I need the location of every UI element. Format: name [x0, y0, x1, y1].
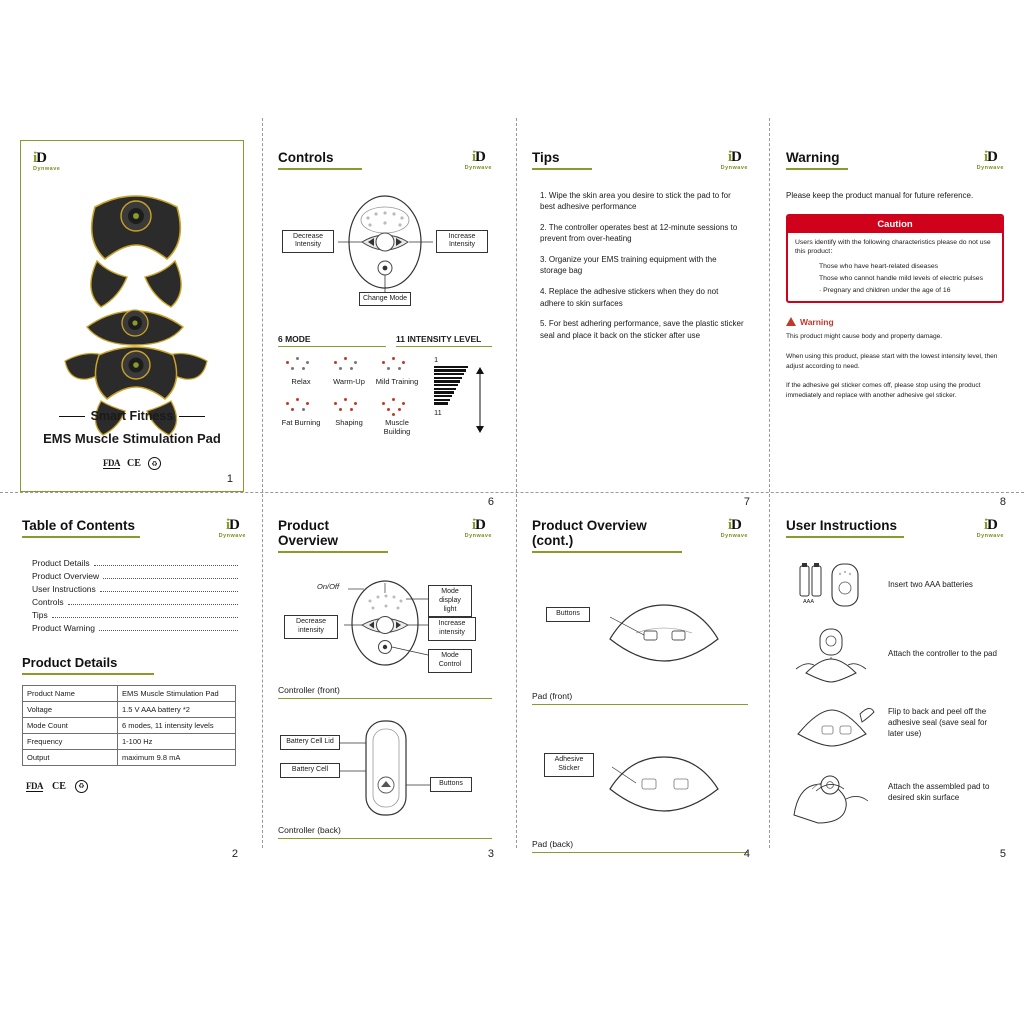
brand-logo [33, 151, 60, 173]
page-number-7: 7 [743, 496, 750, 508]
page-number-3: 3 [487, 848, 494, 860]
callout-battery-cell-lid: Battery Cell Lid [280, 735, 340, 750]
cover-certifications [21, 457, 243, 470]
product-details-title: Product Details [22, 654, 118, 670]
intensity-top-label: 1 [434, 354, 439, 364]
recycle-icon: ♻ [148, 457, 161, 470]
table-cell-key: Mode Count [23, 717, 118, 733]
fda-icon: FDA [26, 780, 43, 791]
page-overview [278, 517, 494, 860]
brand-logo-p6 [465, 150, 492, 172]
pad-front-caption: Pad (front) [532, 691, 573, 701]
callout-decrease-intensity: Decrease intensity [284, 615, 338, 639]
table-row [23, 701, 236, 717]
mode-heading: 6 MODE [278, 333, 311, 344]
warning-paragraph: When using this product, please start with the lowest intensity level, then adjust according to need. [786, 352, 998, 370]
instruction-step [786, 765, 1004, 821]
callout-pad-buttons: Buttons [546, 607, 590, 622]
mode-label: Relax [291, 376, 311, 386]
caution-bullet: · Pregnary and children under the age of 16 [819, 286, 951, 294]
callout-buttons: Buttons [430, 777, 472, 792]
toc-leader [103, 577, 238, 579]
toc-list [22, 558, 246, 633]
caution-bullet: Those who cannot handle mild levels of electric pulses [819, 275, 983, 283]
table-cell-key: Output [23, 749, 118, 765]
table-cell-value: 1-100 Hz [118, 733, 236, 749]
toc-item-label: Controls [32, 596, 64, 607]
tips-list [532, 190, 748, 342]
toc-item[interactable] [32, 571, 240, 581]
callout-mode-display-light: Mode display light [428, 585, 472, 617]
tip-item: 1. Wipe the skin area you desire to stick the pad to for best adhesive performance [540, 190, 731, 212]
instruction-step [786, 696, 1004, 752]
step-art-attach-controller [786, 627, 878, 683]
step-art-batteries [786, 558, 878, 614]
page-toc [22, 517, 246, 860]
brand-mark: iD [471, 149, 485, 165]
warning-subheader-label: Warning [800, 316, 834, 327]
caution-box [786, 214, 1004, 303]
page-number-6: 6 [487, 496, 494, 508]
step-art-attach-skin [786, 765, 878, 821]
page-tips [532, 149, 750, 508]
brand-wordmark: Dynwave [720, 165, 748, 171]
toc-item-label: Product Details [32, 557, 90, 568]
divider-vertical-2 [516, 118, 517, 848]
toc-item[interactable] [32, 610, 240, 620]
mode-item [278, 355, 324, 386]
tip-item: 5. For best adhering performance, save the plastic sticker seal and place it back on the sticker after use [540, 319, 744, 340]
mode-label: Shaping [335, 417, 363, 427]
callout-change-mode: Change Mode [359, 292, 411, 307]
brand-logo-p8 [977, 150, 1004, 172]
toc-leader [52, 616, 238, 618]
step-text: Insert two AAA batteries [888, 580, 973, 590]
page-number-5: 5 [999, 848, 1006, 860]
pad-back-caption: Pad (back) [532, 839, 574, 849]
ce-icon: CE [127, 458, 141, 469]
toc-title: Table of Contents [22, 518, 135, 533]
mode-item [326, 355, 372, 386]
pad-back-diagram [532, 725, 748, 837]
brand-mark: iD [225, 517, 239, 533]
brand-wordmark: Dynwave [976, 533, 1004, 539]
controller-front-caption: Controller (front) [278, 685, 340, 695]
fda-icon: FDA [103, 458, 121, 468]
callout-battery-cell: Battery Cell [280, 763, 340, 778]
brand-logo-p5 [977, 518, 1004, 540]
product-details-table [22, 685, 236, 766]
caution-header: Caution [788, 216, 1002, 233]
callout-adhesive-sticker: Adhesive Sticker [544, 753, 594, 777]
step-text: Attach the assembled pad to desired skin surface [888, 781, 990, 802]
divider-horizontal [0, 492, 1024, 493]
divider-vertical-3 [769, 118, 770, 848]
cover-product-art [35, 183, 235, 413]
table-cell-key: Voltage [23, 701, 118, 717]
toc-item-label: Tips [32, 609, 48, 620]
page-warning [786, 149, 1006, 508]
toc-item-label: Product Overview [32, 570, 100, 581]
page-number-2: 2 [231, 848, 238, 860]
toc-item-label: Product Warning [32, 622, 95, 633]
brand-logo-p3 [465, 518, 492, 540]
mode-item [374, 355, 420, 386]
brand-wordmark: Dynwave [976, 165, 1004, 171]
step-text: Flip to back and peel off the adhesive seal (save seal for later use) [888, 707, 988, 738]
brand-logo-p7 [721, 150, 748, 172]
table-cell-value: 6 modes, 11 intensity levels [118, 717, 236, 733]
table-cell-value: maximum 9.8 mA [118, 749, 236, 765]
toc-leader [68, 603, 238, 605]
brand-wordmark: Dynwave [720, 533, 748, 539]
brand-mark: iD [727, 517, 741, 533]
toc-item-label: User Instructions [32, 583, 96, 594]
mode-label: Warm-Up [333, 376, 365, 386]
mode-item [374, 396, 420, 436]
toc-leader [100, 590, 238, 592]
overview-title: Product Overview [278, 518, 339, 548]
step-text: Attach the controller to the pad [888, 649, 997, 659]
controller-diagram [278, 180, 492, 330]
warning-subheader [786, 317, 1004, 327]
callout-increase-intensity: Increase Intensity [436, 230, 488, 254]
toc-leader [99, 629, 238, 631]
tip-item: 4. Replace the adhesive stickers when they do not adhere to skin surfaces [540, 287, 719, 308]
toc-item[interactable] [32, 584, 240, 594]
warning-intro: Please keep the product manual for future reference. [786, 190, 974, 200]
caution-bullet: Those who have heart-related diseases [819, 263, 939, 271]
page-number-4: 4 [743, 848, 750, 860]
callout-increase-intensity: Increase intensity [428, 617, 476, 641]
cover-title-block [21, 407, 243, 446]
brand-wordmark: Dynwave [464, 533, 492, 539]
page-overview-cont [532, 517, 750, 860]
warning-paragraph: If the adhesive gel sticker comes off, please stop using the product immediately and replace with another adhesive gel sticker. [786, 382, 981, 400]
divider-vertical-1 [262, 118, 263, 848]
mode-label: Fat Burning [281, 417, 321, 427]
toc-leader [94, 564, 238, 566]
instructions-title: User Instructions [786, 518, 898, 533]
mode-item [278, 396, 324, 436]
table-cell-key: Product Name [23, 685, 118, 701]
brand-mark: iD [983, 149, 997, 165]
brand-logo-p4 [721, 518, 748, 540]
tip-item: 3. Organize your EMS training equipment with the storage bag [540, 254, 717, 276]
brand-wordmark: Dynwave [218, 533, 246, 539]
table-row [23, 733, 236, 749]
table-row [23, 749, 236, 765]
page-number-1: 1 [226, 473, 233, 485]
instruction-step [786, 627, 1004, 683]
callout-mode-control: Mode Control [428, 649, 472, 673]
table-row [23, 685, 236, 701]
toc-item[interactable] [32, 597, 240, 607]
intensity-heading: 11 INTENSITY LEVEL [396, 333, 482, 344]
brand-mark: iD [33, 150, 47, 166]
table-cell-value: EMS Muscle Stimulation Pad [118, 685, 236, 701]
mode-item [326, 396, 372, 436]
intensity-scale [430, 355, 492, 436]
mode-label: Mild Training [375, 376, 419, 386]
warning-title: Warning [786, 150, 840, 165]
tips-title: Tips [532, 150, 560, 165]
brand-wordmark: Dynwave [33, 166, 61, 172]
callout-decrease-intensity: Decrease Intensity [282, 230, 334, 254]
instruction-step [786, 558, 1004, 614]
table-cell-value: 1.5 V AAA battery *2 [118, 701, 236, 717]
controller-back-caption: Controller (back) [278, 825, 341, 835]
warning-paragraph: This product might cause body and property damage. [786, 332, 943, 340]
mode-grid [278, 355, 420, 436]
brand-mark: iD [471, 517, 485, 533]
recycle-icon: ♻ [75, 780, 88, 793]
page-cover [20, 140, 244, 492]
brand-wordmark: Dynwave [464, 165, 492, 171]
step-art-peel-seal [786, 696, 878, 752]
intensity-bottom-label: 11 [434, 407, 442, 417]
toc-item[interactable] [32, 558, 240, 568]
table-cell-key: Frequency [23, 733, 118, 749]
mode-label: Muscle Building [383, 417, 411, 436]
overview-cont-title: Product Overview (cont.) [532, 518, 647, 548]
step-art-label: AAA [803, 598, 815, 605]
brand-mark: iD [727, 149, 741, 165]
instruction-steps [786, 558, 1004, 821]
warning-triangle-icon [786, 317, 796, 326]
caution-body: Users identify with the following characteristics please do not use this product： [795, 238, 991, 256]
intensity-arrow-icon [474, 367, 486, 433]
controls-title: Controls [278, 150, 334, 165]
cover-title-line1: Smart Fitness [90, 409, 174, 423]
ce-icon: CE [52, 780, 66, 792]
toc-certifications [22, 780, 246, 793]
brand-mark: iD [983, 517, 997, 533]
label-on-off: On/Off [317, 582, 340, 591]
pad-front-diagram [532, 573, 748, 689]
cover-title-line2: EMS Muscle Stimulation Pad [43, 430, 221, 446]
page-instructions [786, 517, 1006, 860]
table-row [23, 717, 236, 733]
tip-item: 2. The controller operates best at 12-minute sessions to prevent from over-heating [540, 222, 738, 244]
page-controls [278, 149, 494, 508]
brand-logo-p2 [219, 518, 246, 540]
page-number-8: 8 [999, 496, 1006, 508]
toc-item[interactable] [32, 623, 240, 633]
